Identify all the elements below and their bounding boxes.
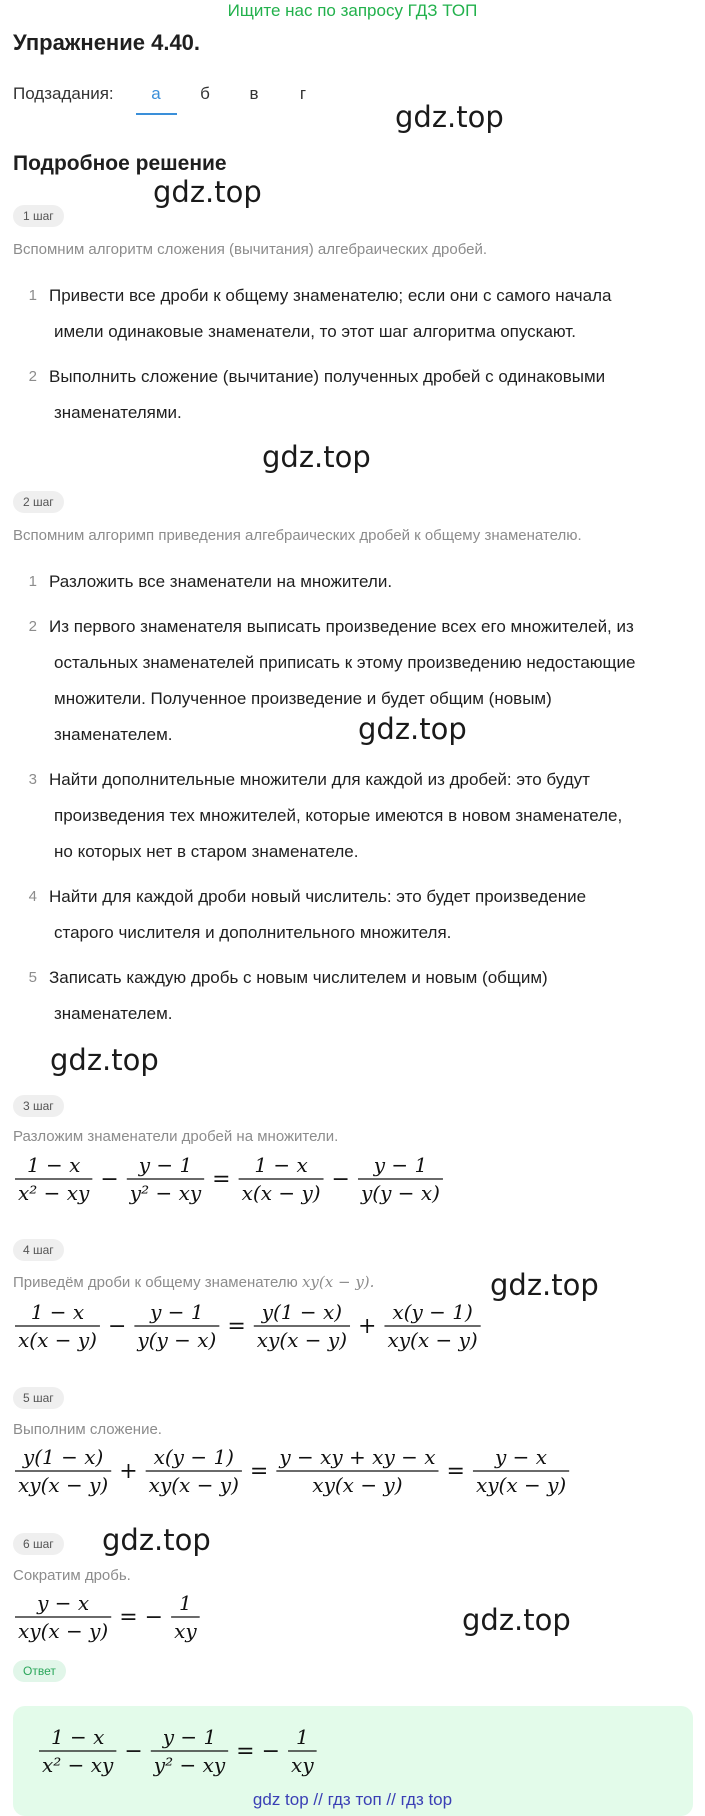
math-operator: − <box>124 1739 143 1764</box>
fraction-denominator: x² − xy <box>18 1181 90 1205</box>
footer-links[interactable]: gdz top // гдз топ // гдз top <box>252 1790 453 1809</box>
list-number: 1 <box>28 573 37 590</box>
list-number: 2 <box>28 368 37 385</box>
fraction-denominator: xy(x − y) <box>312 1473 403 1497</box>
fraction-denominator: xy(x − y) <box>256 1328 348 1352</box>
fraction-denominator: xy(x − y) <box>148 1473 239 1497</box>
math-operator: − <box>100 1167 119 1192</box>
fraction-numerator: x(y − 1) <box>392 1300 473 1324</box>
step-6-intro: Сократим дробь. <box>13 1567 131 1584</box>
watermark: gdz.top <box>50 1043 159 1077</box>
fraction-numerator: y(1 − x) <box>261 1300 343 1324</box>
watermark: gdz.top <box>358 712 467 746</box>
fraction-denominator: xy <box>174 1619 197 1643</box>
math-operator: = − <box>236 1739 281 1764</box>
list-item: Найти для каждой дроби новый числитель: это будет произведение старого числителя и дополнительного множителя. <box>49 887 587 942</box>
fraction-numerator: 1 <box>295 1725 309 1749</box>
fraction-numerator: 1 − x <box>30 1300 85 1324</box>
math-operator: = <box>249 1459 269 1484</box>
step-badge-6: 6 шаг <box>13 1533 64 1555</box>
list-item: Из первого знаменателя выписать произведение всех его множителей, из остальных знаменателей приписать к этому произведению недостающие множители. Полученное произведение и будет общим (новым) знаменателем. <box>49 617 636 744</box>
equation-answer <box>37 1722 437 1780</box>
step-badge-5: 5 шаг <box>13 1387 64 1409</box>
answer-badge: Ответ <box>13 1660 66 1682</box>
fraction-denominator: xy(x − y) <box>18 1473 109 1497</box>
fraction-numerator: y − 1 <box>138 1153 193 1177</box>
fraction-denominator: xy <box>291 1753 314 1777</box>
step-badge-1: 1 шаг <box>13 205 64 227</box>
list-number: 3 <box>28 771 37 788</box>
page-title: Упражнение 4.40. <box>13 30 201 55</box>
list-number: 5 <box>28 969 37 986</box>
math-operator: = <box>212 1167 231 1192</box>
tab-a[interactable]: а <box>151 84 161 103</box>
step-badge-3: 3 шаг <box>13 1095 64 1117</box>
math-operator: + <box>358 1314 377 1339</box>
watermark: gdz.top <box>262 440 371 474</box>
watermark: gdz.top <box>395 100 504 134</box>
fraction-numerator: y − 1 <box>162 1725 217 1749</box>
subtasks-label: Подзадания: <box>13 84 114 103</box>
fraction-numerator: y − x <box>37 1591 90 1615</box>
math-operator: = − <box>119 1605 164 1630</box>
list-item: Записать каждую дробь с новым числителем и новым (общим) знаменателем. <box>49 968 548 1023</box>
equation-step-6 <box>13 1588 313 1646</box>
fraction-numerator: 1 <box>179 1591 192 1615</box>
list-item: Разложить все знаменатели на множители. <box>49 572 393 591</box>
list-item: Привести все дроби к общему знаменателю; если они с самого начала имели одинаковые знаменатели, то этот шаг алгоритма опускают. <box>49 286 612 341</box>
watermark: gdz.top <box>490 1268 599 1302</box>
step-1-intro: Вспомним алгоритм сложения (вычитания) алгебраических дробей. <box>13 241 488 258</box>
fraction-denominator: y² − xy <box>129 1181 202 1205</box>
list-number: 2 <box>28 618 37 635</box>
solution-heading: Подробное решение <box>13 152 227 175</box>
fraction-numerator: 1 − x <box>50 1725 105 1749</box>
math-operator: − <box>107 1314 127 1339</box>
fraction-numerator: x(y − 1) <box>153 1445 234 1469</box>
math-operator: = <box>446 1459 465 1484</box>
watermark: gdz.top <box>153 175 262 209</box>
fraction-numerator: 1 − x <box>254 1153 308 1177</box>
fraction-numerator: 1 − x <box>26 1153 81 1177</box>
fraction-denominator: x(x − y) <box>18 1328 97 1352</box>
fraction-denominator: y² − xy <box>153 1753 226 1777</box>
equation-step-5 <box>13 1442 653 1500</box>
math-operator: − <box>331 1167 350 1192</box>
step-4-intro: Приведём дроби к общему знаменателю xy(x − y). <box>13 1273 375 1291</box>
fraction-numerator: y − xy + xy − x <box>279 1445 436 1469</box>
list-item: Выполнить сложение (вычитание) полученных дробей с одинаковыми знаменателями. <box>49 367 606 422</box>
step-2-intro: Вспомним алгоримп приведения алгебраических дробей к общему знаменателю. <box>13 527 582 544</box>
fraction-numerator: y − 1 <box>150 1300 204 1324</box>
step-badge-2: 2 шаг <box>13 491 64 513</box>
top-banner[interactable]: Ищите нас по запросу ГДЗ ТОП <box>227 1 478 20</box>
active-tab-underline <box>136 113 177 115</box>
math-operator: = <box>227 1314 246 1339</box>
fraction-denominator: x(x − y) <box>241 1181 321 1205</box>
step-badge-4: 4 шаг <box>13 1239 64 1261</box>
fraction-denominator: xy(x − y) <box>387 1328 478 1352</box>
equation-step-4 <box>13 1297 533 1355</box>
fraction-numerator: y(1 − x) <box>22 1445 104 1469</box>
step-3-intro: Разложим знаменатели дробей на множители. <box>13 1128 339 1145</box>
math-operator: + <box>119 1459 138 1484</box>
tab-g[interactable]: г <box>299 84 307 103</box>
fraction-denominator: y(y − x) <box>360 1181 440 1205</box>
tab-b[interactable]: б <box>200 84 210 103</box>
watermark: gdz.top <box>102 1523 211 1557</box>
fraction-denominator: xy(x − y) <box>475 1473 567 1497</box>
tab-v[interactable]: в <box>249 84 259 103</box>
step-4-intro-math: xy(x − y). <box>301 1273 375 1291</box>
step-5-intro: Выполним сложение. <box>13 1421 162 1438</box>
equation-step-3 <box>13 1150 493 1206</box>
fraction-denominator: xy(x − y) <box>18 1619 109 1643</box>
list-item: Найти дополнительные множители для каждой из дробей: это будут произведения тех множителей, которые имеются в новом знаменателе, но которых нет в старом знаменателе. <box>49 770 623 861</box>
fraction-numerator: y − 1 <box>373 1153 428 1177</box>
watermark: gdz.top <box>462 1603 571 1637</box>
fraction-denominator: y(y − x) <box>137 1328 217 1352</box>
fraction-denominator: x² − xy <box>42 1753 114 1777</box>
list-number: 1 <box>28 287 37 304</box>
fraction-numerator: y − x <box>495 1445 548 1469</box>
list-number: 4 <box>28 888 37 905</box>
